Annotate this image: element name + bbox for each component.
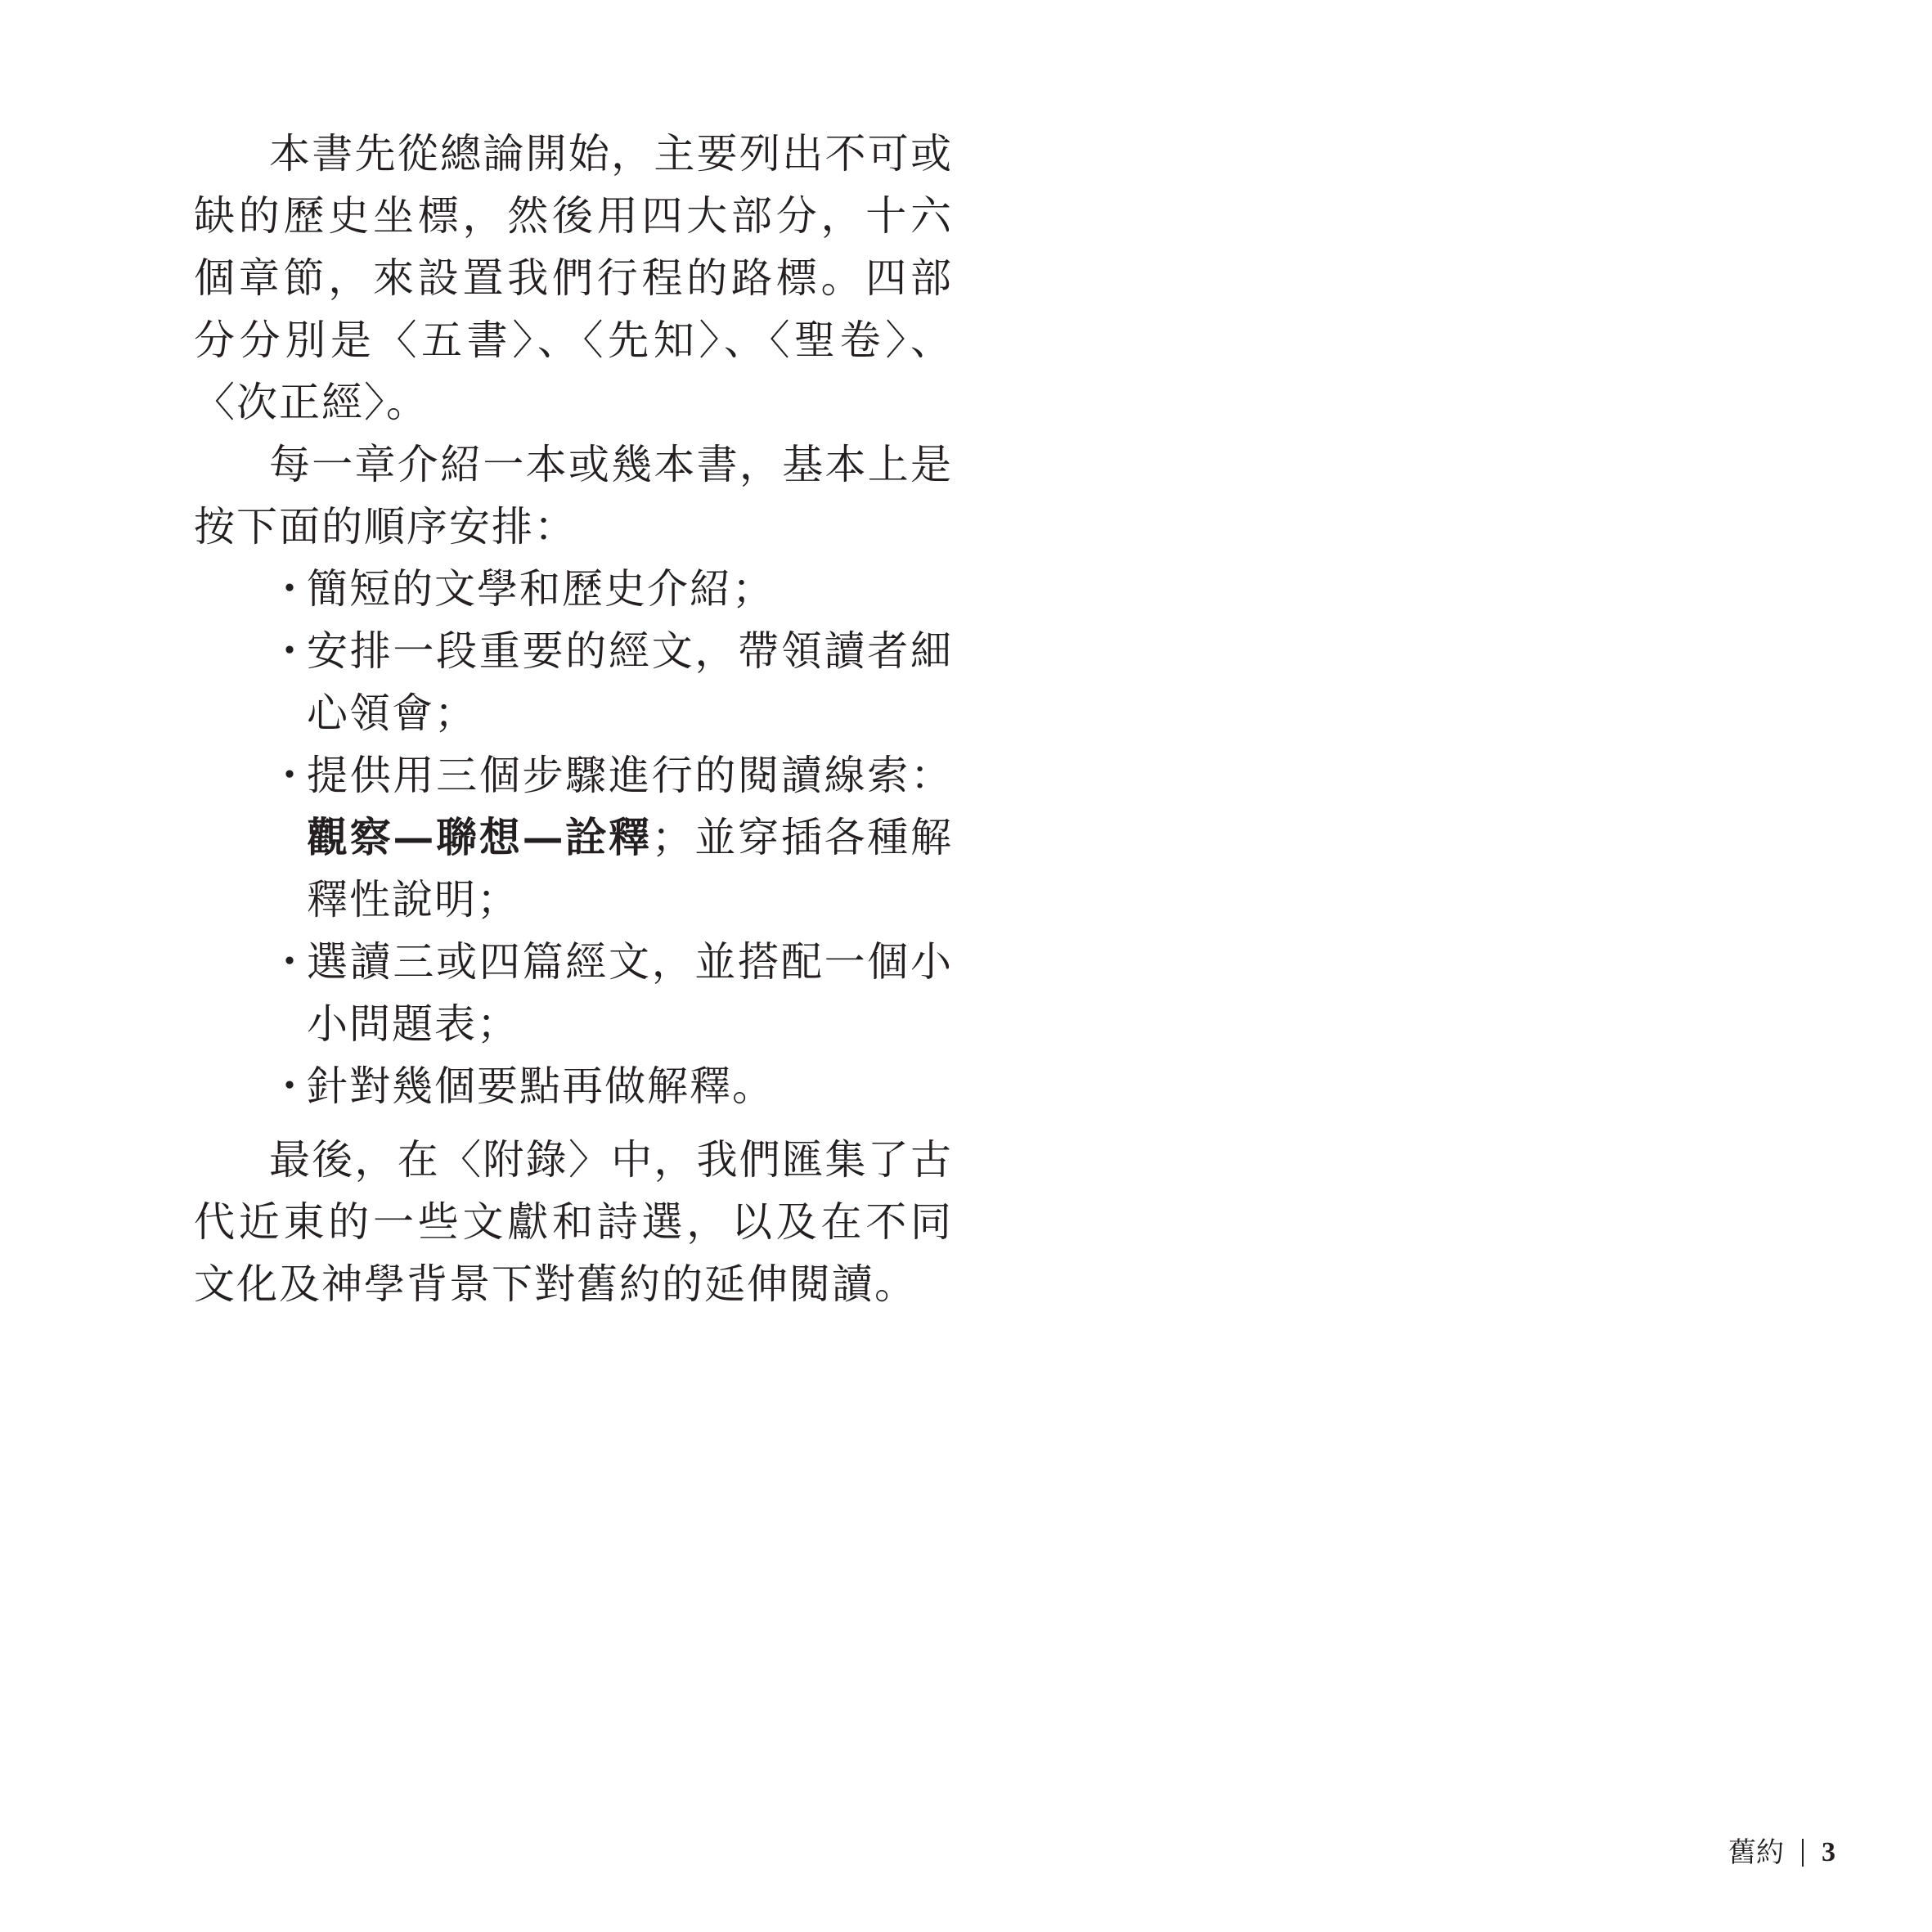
list-item-text: 針對幾個要點再做解釋。 [307,1063,775,1110]
list-item-text-post: ；並穿插各種解釋性說明； [307,814,954,923]
page-number: 3 [1822,1837,1835,1867]
list-item-text-pre: 提供用三個步驟進行的閱讀線索： [307,752,953,799]
list-item [269,744,953,931]
paragraph-appendix: 最後，在〈附錄〉中，我們匯集了古代近東的一些文獻和詩選，以及在不同文化及神學背景下對舊約的延伸閱讀。 [194,1136,953,1308]
list-item-text: 簡短的文學和歷史介紹； [307,565,775,613]
list-item-text-emphasis: 觀察—聯想—詮釋 [307,813,652,861]
list-item [269,1055,953,1117]
paragraph-order: 每一章介紹一本或幾本書，基本上是按下面的順序安排： [194,441,953,550]
page-footer [1728,1836,1835,1869]
paragraph-intro: 本書先從總論開始，主要列出不可或缺的歷史坐標，然後用四大部分，十六個章節，來設置我們行程的路標。四部分分別是〈五書〉、〈先知〉、〈聖卷〉、〈次正經〉。 [194,130,953,426]
bullet-icon: ・ [269,1063,312,1110]
list-item [269,931,953,1055]
bullet-icon: ・ [269,938,312,986]
bullet-icon: ・ [269,565,312,613]
list-item-text: 選讀三或四篇經文，並搭配一個小小問題表； [307,938,953,1048]
bullet-icon: ・ [269,627,312,675]
bullet-icon: ・ [269,752,312,799]
footer-divider [1802,1839,1804,1867]
running-title: 舊約 [1728,1836,1784,1869]
list-item [269,558,953,620]
chapter-structure-list [269,558,953,1117]
list-item [269,620,953,744]
list-item-text: 安排一段重要的經文，帶領讀者細心領會； [307,627,953,737]
body-text [194,123,953,1315]
